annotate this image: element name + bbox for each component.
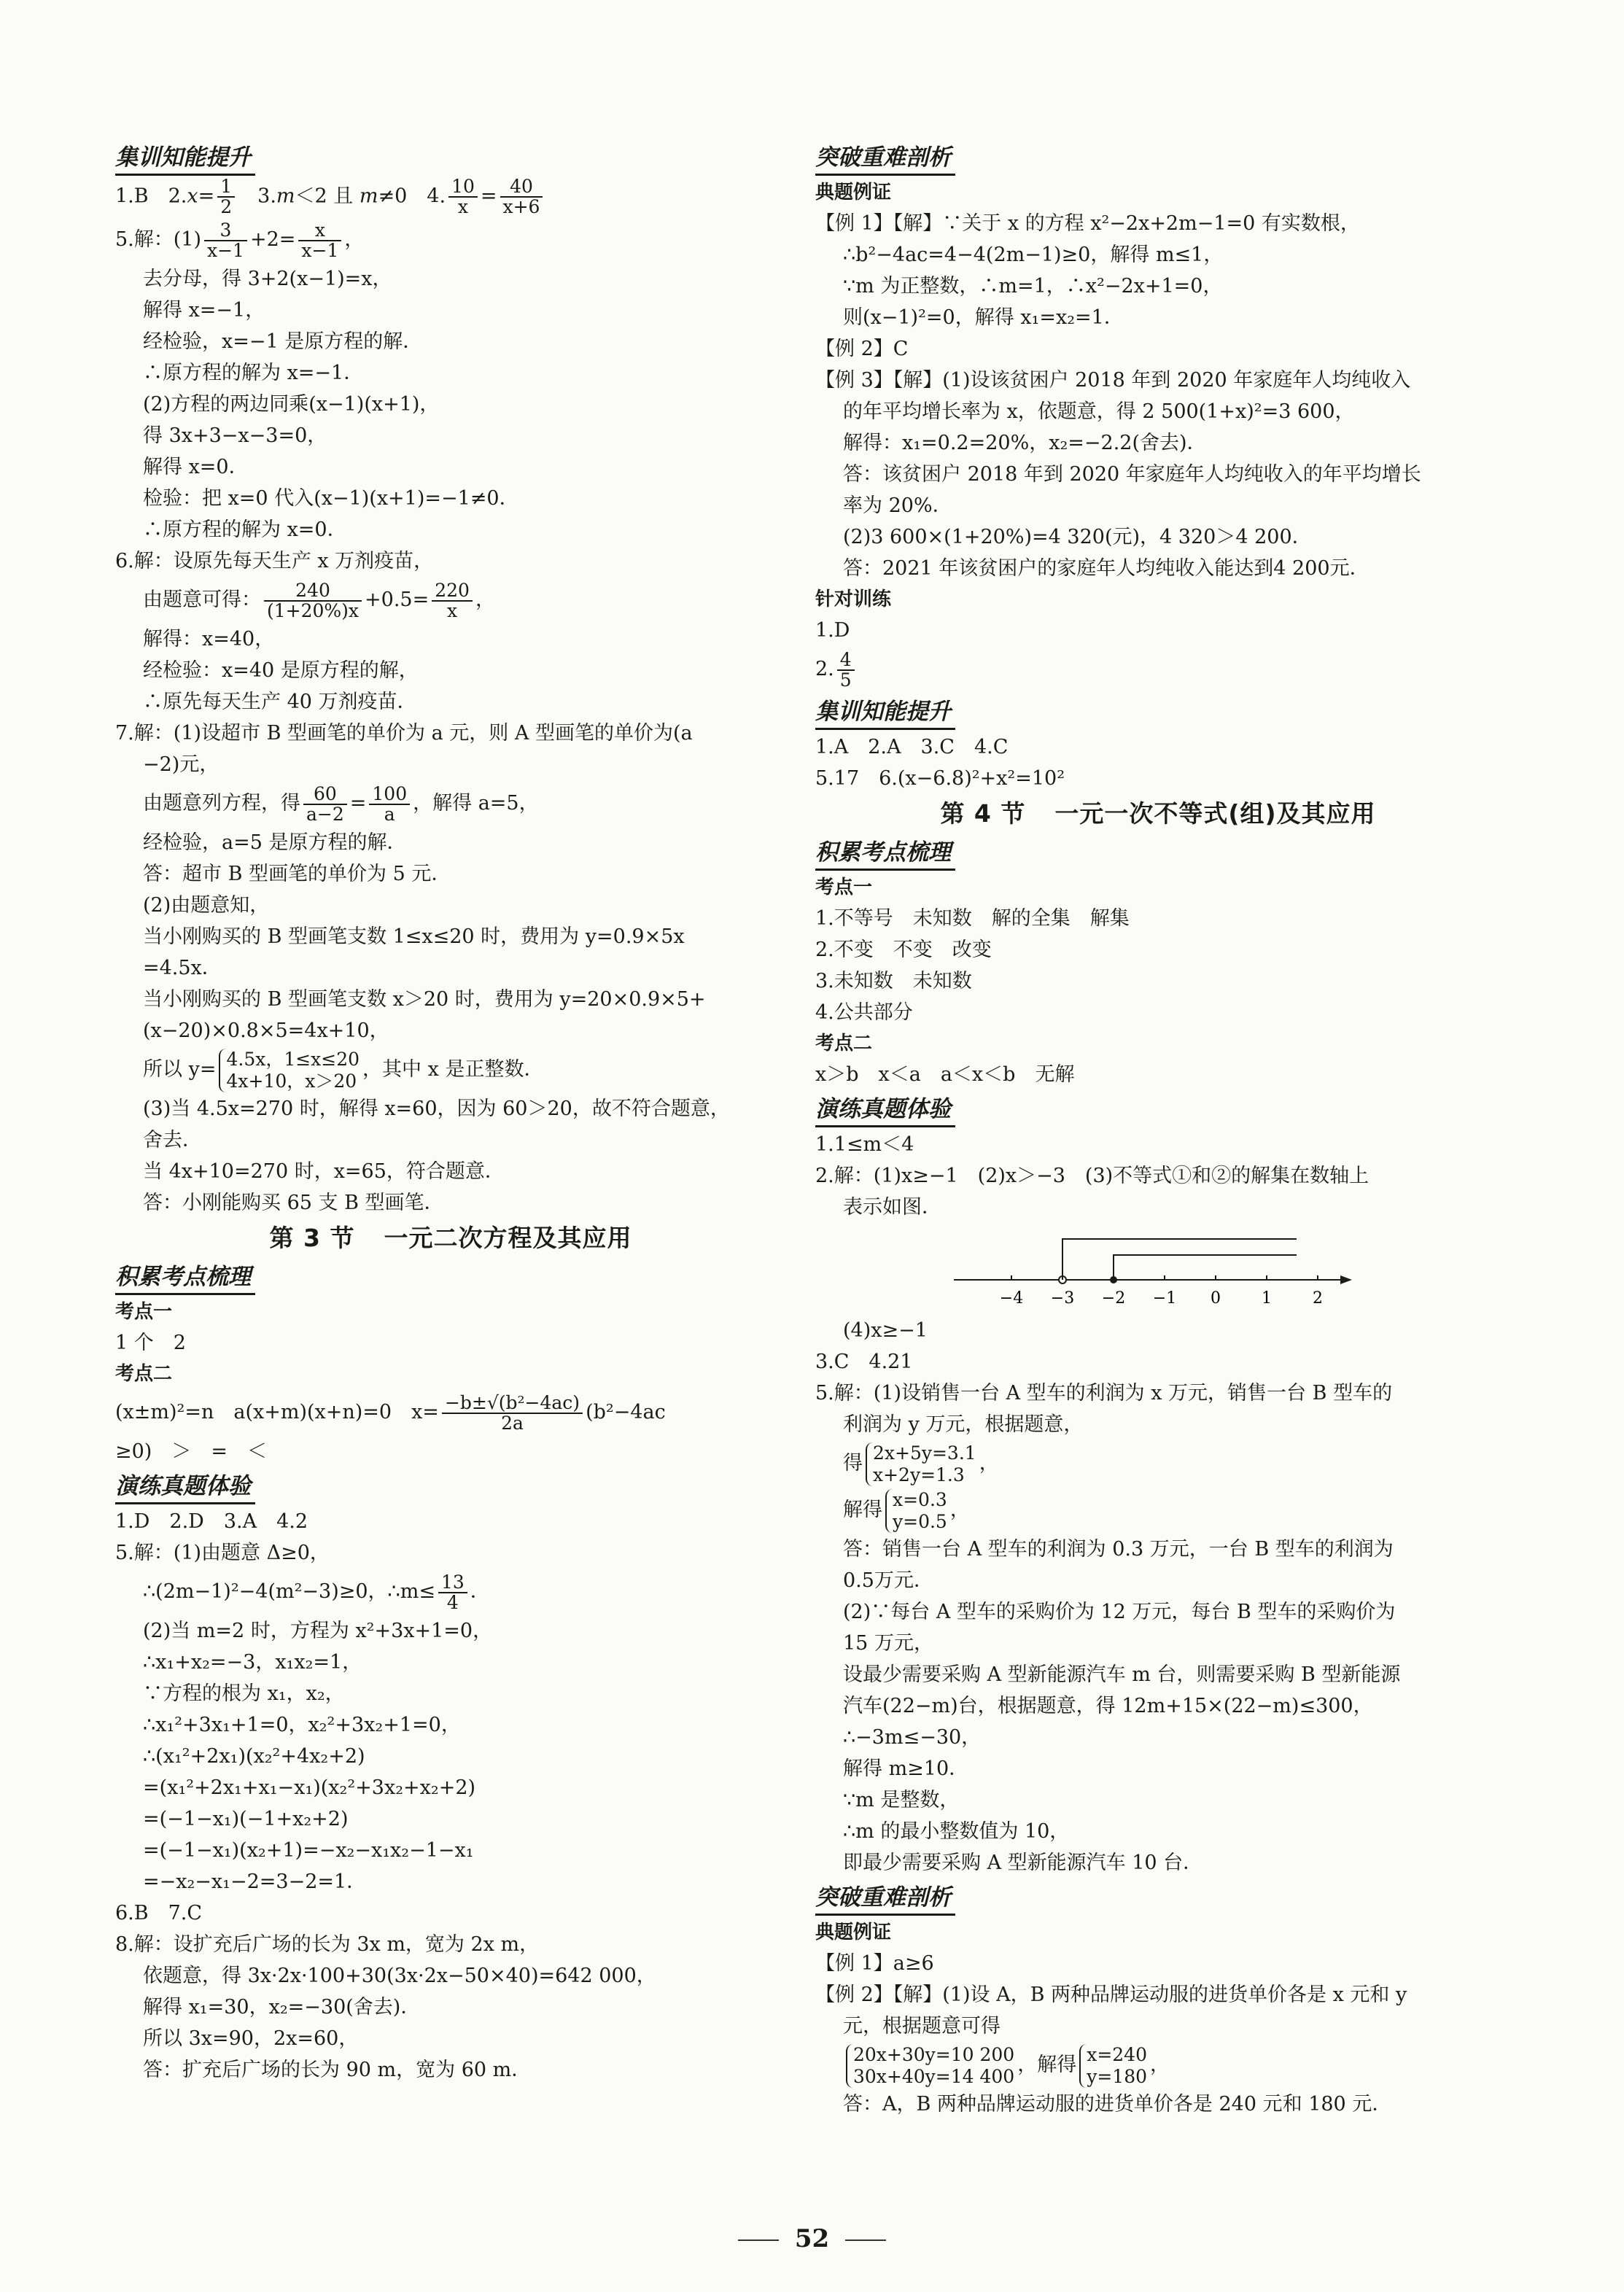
fraction: $\frac{13}{4}$ — [438, 1573, 467, 1612]
answer-line: =(−1−x₁)(−1+x₂+2) — [143, 1808, 349, 1830]
answer-line: 1 个 2 — [115, 1332, 186, 1354]
heading-tupo-2: 突破重难剖析 — [815, 1881, 955, 1916]
equation-system: x=0.3 y=0.5 — [885, 1489, 947, 1533]
answer-line: 舍去． — [143, 1129, 202, 1151]
answer-line: 15 万元， — [843, 1632, 933, 1655]
answer-line: 解得 m≥10． — [843, 1757, 969, 1780]
equation-system: 20x+30y=10 200 30x+40y=14 400 — [846, 2044, 1014, 2088]
fraction: $\frac{240}{(1+20\%)x}$ — [264, 581, 362, 621]
answer-line: 汽车(22−m)台，根据题意，得 12m+15×(22−m)≤300， — [843, 1695, 1373, 1717]
answer-line: 20x+30y=10 200 30x+40y=14 400 ，解得 x=240 y=180 ， — [815, 2042, 1501, 2089]
answer-line: (2)由题意知， — [143, 894, 270, 917]
answer-line: (2)当 m=2 时，方程为 x²+3x+1=0， — [143, 1620, 493, 1642]
footer-rule-left — [738, 2239, 779, 2241]
tick-label: 2 — [1313, 1289, 1323, 1308]
answer-line: 当小刚购买的 B 型画笔支数 1≤x≤20 时，费用为 y=0.9×5x — [143, 925, 685, 948]
answer-line: 答：扩充后广场的长为 90 m，宽为 60 m． — [143, 2059, 532, 2081]
answer-line: (2)∵每台 A 型车的采购价为 12 万元，每台 B 型车的采购价为 — [843, 1601, 1396, 1623]
fraction: $\frac{100}{a}$ — [369, 785, 410, 824]
answer-line: 3.未知数 未知数 — [815, 970, 972, 992]
answer-line: ∵m 为正整数，∴m=1，∴x²−2x+1=0， — [843, 275, 1223, 298]
tick-label: −1 — [1152, 1289, 1177, 1308]
answer-line: 答：A，B 两种品牌运动服的进货单价各是 240 元和 180 元． — [843, 2093, 1392, 2116]
answer-line: 0.5万元． — [843, 1569, 933, 1592]
heading-tupo: 突破重难剖析 — [815, 141, 955, 176]
answer-line: (x±m)²=n a(x+m)(x+n)=0 x= $\frac{\text{−b±√(b²−4ac)}}{2a}$ (b²−4ac — [115, 1391, 666, 1434]
answer-line: ∴(x₁²+2x₁)(x₂²+4x₂+2) — [143, 1745, 365, 1768]
page-footer — [0, 2224, 1624, 2253]
right-column — [815, 139, 1501, 2120]
answer-line: ∴原方程的解为 x=0． — [143, 518, 347, 541]
page-number: 52 — [794, 2224, 830, 2253]
answer-line: 答：超市 B 型画笔的单价为 5 元． — [143, 863, 451, 885]
heading-yanlian: 演练真题体验 — [115, 1470, 255, 1504]
answer-line: 8.解：设扩充后广场的长为 3x m，宽为 2x m， — [115, 1933, 540, 1956]
answer-line: ∵m 是整数， — [843, 1789, 960, 1811]
answer-line: 5.解：(1)由题意 Δ≥0， — [115, 1542, 330, 1564]
heading-jixun: 集训知能提升 — [115, 141, 255, 176]
answer-line: 1.1≤m＜4 — [815, 1133, 914, 1156]
answer-line: −2)元， — [143, 753, 219, 776]
answer-line: 【例 3】【解】(1)设该贫困户 2018 年到 2020 年家庭年人均纯收入 — [815, 369, 1411, 392]
answer-line: =4.5x． — [143, 957, 222, 979]
fraction: $\frac{10}{x}$ — [448, 177, 478, 217]
subheading-kaodian1: 考点一 — [815, 877, 873, 898]
answer-line: 2. $\frac{4}{5}$ — [815, 646, 1501, 693]
subheading-kaodian2: 考点二 — [115, 1363, 173, 1385]
answer-line: ∴b²−4ac=4−4(2m−1)≥0，解得 m≤1， — [843, 244, 1224, 266]
answer-line: 6.解：设原先每天生产 x 万剂疫苗， — [115, 550, 434, 572]
axis-arrow-icon — [1340, 1275, 1352, 1284]
answer-line: 5.17 6.(x−6.8)²+x²=10² — [815, 767, 1065, 790]
answer-line: 6.B 7.C — [115, 1902, 203, 1924]
answer-line: x＞b x＜a a＜x＜b 无解 — [815, 1063, 1075, 1086]
answer-line: 去分母，得 3+2(x−1)=x， — [143, 268, 392, 290]
answer-line: ∴原方程的解为 x=−1． — [143, 362, 364, 384]
answer-line: ∴−3m≤−30， — [843, 1726, 982, 1749]
answer-line: 1.D 2.D 3.A 4.2 — [115, 1510, 308, 1533]
answer-line: 2.不变 不变 改变 — [815, 939, 992, 961]
answer-line: 【例 2】【解】(1)设 A，B 两种品牌运动服的进货单价各是 x 元和 y — [815, 1984, 1407, 2006]
answer-line: 依题意，得 3x·2x·100+30(3x·2x−50×40)=642 000， — [143, 1965, 656, 1987]
answer-line: 7.解：(1)设超市 B 型画笔的单价为 a 元，则 A 型画笔的单价为(a — [115, 722, 693, 745]
answer-line: 经检验，a=5 是原方程的解． — [143, 831, 407, 854]
heading-yanlian-2: 演练真题体验 — [815, 1093, 955, 1127]
tick-label: 1 — [1262, 1289, 1272, 1308]
answer-line: ∴m 的最小整数值为 10， — [843, 1820, 1070, 1843]
fraction: $\frac{\text{−b±√(b²−4ac)}}{2a}$ — [442, 1394, 583, 1433]
tick-label: −4 — [999, 1289, 1024, 1308]
solution-bracket-2 — [1114, 1255, 1297, 1280]
tick-label: −3 — [1050, 1289, 1075, 1308]
answer-line: 当小刚购买的 B 型画笔支数 x＞20 时，费用为 y=20×0.9×5+ — [143, 988, 706, 1011]
answer-line: 即最少需要采购 A 型新能源汽车 10 台． — [843, 1852, 1203, 1874]
fraction: $\frac{x}{x-1}$ — [298, 221, 341, 260]
answer-line: 5.解：(1) $\frac{3}{x-1}$ +2= $\frac{x}{x-1}$ ， — [115, 219, 365, 261]
answer-line: 【例 1】【解】∵关于 x 的方程 x²−2x+2m−1=0 有实数根， — [815, 212, 1360, 235]
answer-line: 答：2021 年该贫困户的家庭年人均纯收入能达到4 200元． — [843, 557, 1369, 580]
answer-line: 解得：x₁=0.2=20%，x₂=−2.2(舍去)． — [843, 432, 1207, 454]
answer-line: 由题意可得： $\frac{240}{(1+20\%)x}$ +0.5= $\frac{220}{x}$ ， — [143, 579, 495, 621]
answer-line: ∴x₁²+3x₁+1=0，x₂²+3x₂+1=0， — [143, 1714, 461, 1736]
answer-line: (4)x≥−1 — [843, 1319, 928, 1342]
answer-line: 经检验：x=40 是原方程的解， — [143, 659, 419, 682]
heading-jilei-2: 积累考点梳理 — [815, 836, 955, 871]
section-title-3: 第 3 节 一元二次方程及其应用 — [269, 1224, 632, 1252]
answer-line: (3)当 4.5x=270 时，解得 x=60，因为 60＞20，故不符合题意， — [143, 1098, 730, 1120]
solution-bracket-1 — [1062, 1239, 1297, 1280]
heading-jilei: 积累考点梳理 — [115, 1261, 255, 1295]
answer-line: 答：小刚能购买 65 支 B 型画笔． — [143, 1192, 444, 1214]
answer-line: 1.D — [815, 619, 850, 642]
answer-line: 解得 x₁=30，x₂=−30(舍去)． — [143, 1996, 421, 2019]
answer-line: (x−20)×0.8×5=4x+10， — [143, 1019, 389, 1042]
answer-line: 【例 1】a≥6 — [815, 1952, 934, 1975]
fraction: $\frac{3}{x-1}$ — [204, 221, 247, 260]
number-line-diagram — [954, 1227, 1362, 1315]
subheading-kaodian2: 考点二 — [815, 1033, 873, 1054]
answer-line: ∴原先每天生产 40 万剂疫苗． — [143, 691, 417, 713]
answer-line: 1.A 2.A 3.C 4.C — [815, 736, 1009, 758]
subheading-kaodian1: 考点一 — [115, 1301, 173, 1323]
answer-line: 答：销售一台 A 型车的利润为 0.3 万元，一台 B 型车的利润为 — [843, 1538, 1394, 1561]
answer-line: 经检验，x=−1 是原方程的解． — [143, 330, 423, 353]
answer-line: (2)方程的两边同乘(x−1)(x+1)， — [143, 393, 440, 416]
answer-line: 当 4x+10=270 时，x=65，符合题意． — [143, 1160, 505, 1183]
answer-line: ≥0) ＞ = ＜ — [115, 1440, 267, 1463]
answer-line: 得 2x+5y=3.1 x+2y=1.3 ， — [843, 1442, 999, 1485]
fraction: $\frac{40}{x+6}$ — [500, 177, 543, 217]
answer-line: 解得 x=−1， — [143, 299, 265, 322]
section-title-4: 第 4 节 一元一次不等式(组)及其应用 — [940, 799, 1376, 828]
subheading-dianxing: 典题例证 — [815, 182, 892, 203]
answer-line: 表示如图． — [843, 1196, 941, 1219]
subheading-zhendui: 针对训练 — [815, 588, 892, 610]
answer-line: 则(x−1)²=0，解得 x₁=x₂=1． — [843, 306, 1124, 329]
fraction: $\frac{4}{5}$ — [837, 650, 855, 690]
tick-label: 0 — [1211, 1289, 1221, 1308]
answer-line: 答：该贫困户 2018 年到 2020 年家庭年人均纯收入的年平均增长 — [843, 463, 1421, 486]
answer-line: =−x₂−x₁−2=3−2=1． — [143, 1870, 367, 1893]
answer-line: (2)3 600×(1+20%)=4 320(元)，4 320＞4 200． — [843, 526, 1312, 548]
answer-line: ∵方程的根为 x₁，x₂， — [143, 1682, 345, 1705]
answer-line: 的年平均增长率为 x，依题意，得 2 500(1+x)²=3 600， — [843, 400, 1355, 423]
answer-line: 【例 2】C — [815, 338, 909, 360]
footer-rule-right — [845, 2239, 886, 2241]
answer-line: 设最少需要采购 A 型新能源汽车 m 台，则需要采购 B 型新能源 — [843, 1663, 1401, 1686]
fraction: $\frac{60}{a-2}$ — [303, 785, 347, 824]
subheading-dianxing-2: 典题例证 — [815, 1922, 892, 1943]
answer-line: 由题意列方程，得 $\frac{60}{a-2}$ = $\frac{100}{a}$ ，解得 a=5， — [143, 782, 539, 825]
answer-line: 所以 3x=90，2x=60， — [143, 2027, 359, 2050]
left-column — [115, 139, 786, 2086]
answer-line: 解得 x=0.3 y=0.5 ， — [843, 1488, 970, 1532]
answer-line: 1.不等号 未知数 解的全集 解集 — [815, 907, 1130, 930]
equation-system: 4.5x，1≤x≤20 4x+10，x＞20 — [219, 1049, 360, 1092]
tick-label: −2 — [1101, 1289, 1126, 1308]
answer-line: 元，根据题意可得 — [843, 2015, 1001, 2037]
answer-line: 解得 x=0． — [143, 456, 249, 478]
answer-line: 检验：把 x=0 代入(x−1)(x+1)=−1≠0． — [143, 487, 519, 510]
answer-line: ∴(2m−1)²−4(m²−3)≥0，∴m≤ $\frac{13}{4}$ ． — [143, 1571, 490, 1613]
answer-line: 解得：x=40， — [143, 628, 275, 650]
answer-line: 4.公共部分 — [815, 1001, 913, 1024]
answer-line: 2.解：(1)x≥−1 (2)x＞−3 (3)不等式①和②的解集在数轴上 — [815, 1165, 1369, 1187]
heading-jixun-2: 集训知能提升 — [815, 696, 955, 730]
answer-line: =(−1−x₁)(x₂+1)=−x₂−x₁x₂−1−x₁ — [143, 1839, 474, 1862]
equation-system: x=240 y=180 — [1079, 2044, 1147, 2088]
fraction: $\frac{1}{2}$ — [217, 177, 235, 217]
answer-line: 利润为 y 万元，根据题意， — [843, 1413, 1084, 1436]
answer-line: =(x₁²+2x₁+x₁−x₁)(x₂²+3x₂+x₂+2) — [143, 1776, 476, 1799]
answer-line: 3.C 4.21 — [815, 1351, 913, 1373]
equation-system: 2x+5y=3.1 x+2y=1.3 — [866, 1442, 976, 1486]
answer-line: ∴x₁+x₂=−3，x₁x₂=1， — [143, 1651, 362, 1674]
answer-line: 5.解：(1)设销售一台 A 型车的利润为 x 万元，销售一台 B 型车的 — [815, 1382, 1393, 1405]
fraction: $\frac{220}{x}$ — [432, 581, 473, 621]
answer-line: 率为 20%． — [843, 494, 952, 517]
answer-line: 1.B 2.x= $\frac{1}{2}$ 3.m＜2 且 m≠0 4. $\frac{10}{x}$ = $\frac{40}{x+6}$ — [115, 177, 786, 217]
answer-line: 所以 y= 4.5x，1≤x≤20 4x+10，x＞20 ，其中 x 是正整数． — [143, 1048, 544, 1092]
answer-line: 得 3x+3−x−3=0， — [143, 424, 327, 447]
